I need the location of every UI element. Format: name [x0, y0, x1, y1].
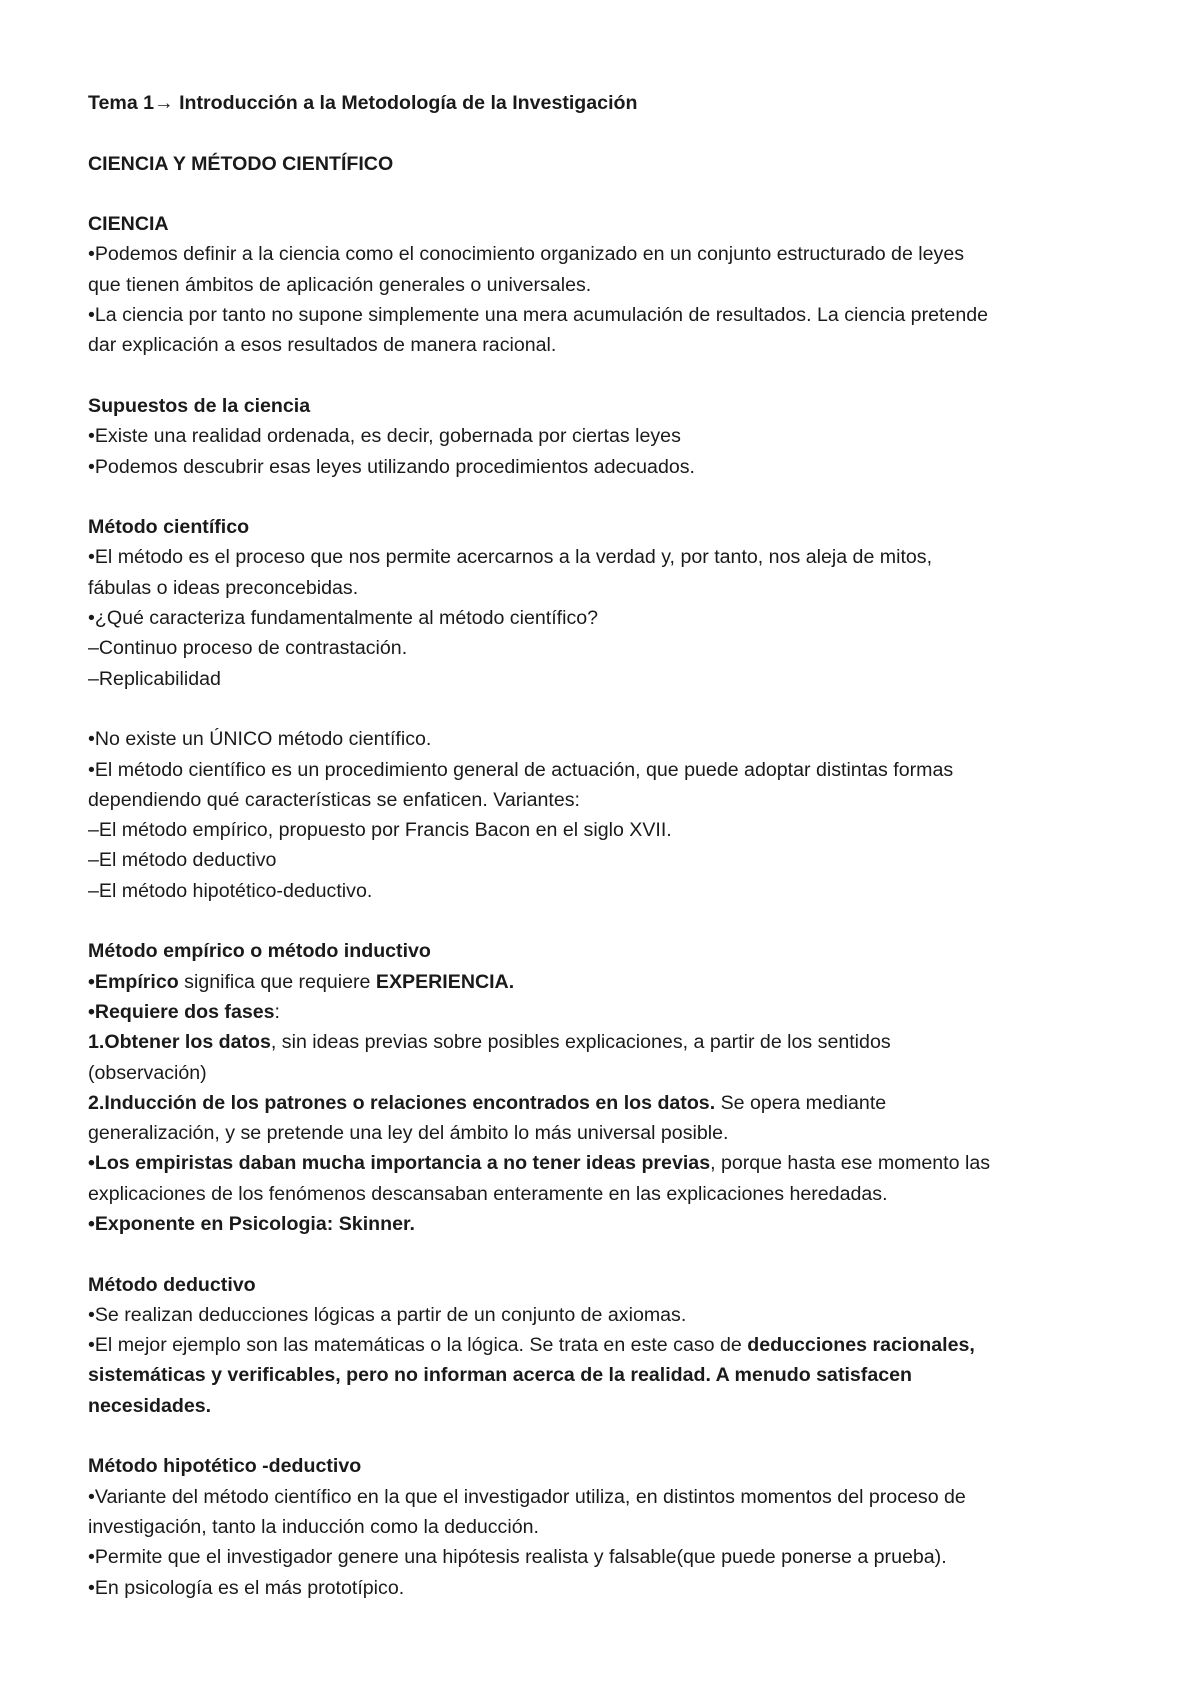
- ciencia-heading: CIENCIA: [88, 213, 169, 236]
- paragraph-line: –Replicabilidad: [88, 667, 221, 690]
- text: Se opera mediante: [715, 1091, 887, 1114]
- paragraph-line: [88, 1330, 1140, 1360]
- bold-text: •Requiere dos fases: [88, 1000, 275, 1023]
- paragraph-line: •Exponente en Psicologia: Skinner.: [88, 1212, 415, 1235]
- paragraph-line: •Podemos definir a la ciencia como el conocimiento organizado en un conjunto estructurado de leyes: [88, 243, 965, 266]
- bold-text: EXPERIENCIA.: [375, 970, 515, 993]
- metodo-empirico-heading: Método empírico o método inductivo: [88, 940, 431, 963]
- paragraph-line: •El método es el proceso que nos permite acercarnos a la verdad y, por tanto, nos aleja de mitos,: [88, 546, 933, 569]
- section-heading: CIENCIA Y MÉTODO CIENTÍFICO: [88, 152, 394, 175]
- bold-text: 2.Inducción de los patrones o relaciones encontrados en los datos.: [88, 1091, 716, 1114]
- supuestos-heading: Supuestos de la ciencia: [88, 394, 311, 417]
- paragraph-line: •Se realizan deducciones lógicas a partir de un conjunto de axiomas.: [88, 1303, 687, 1326]
- paragraph-line: investigación, tanto la inducción como la deducción.: [88, 1515, 539, 1538]
- text: , porque hasta ese momento las: [710, 1152, 991, 1175]
- paragraph-line: •Podemos descubrir esas leyes utilizando procedimientos adecuados.: [88, 455, 695, 478]
- paragraph-line: dar explicación a esos resultados de manera racional.: [88, 334, 557, 357]
- bold-text: deducciones racionales,: [747, 1334, 975, 1357]
- paragraph-line: •El método científico es un procedimiento general de actuación, que puede adoptar distintas formas: [88, 758, 954, 781]
- paragraph-line: •Variante del método científico en la que el investigador utiliza, en distintos momentos del proceso de: [88, 1485, 966, 1508]
- paragraph-line: necesidades.: [88, 1394, 212, 1417]
- paragraph-line: –El método empírico, propuesto por Francis Bacon en el siglo XVII.: [88, 819, 672, 842]
- paragraph-line: –El método hipotético-deductivo.: [88, 879, 373, 902]
- metodo-deductivo-heading: Método deductivo: [88, 1273, 256, 1296]
- paragraph-line: •¿Qué caracteriza fundamentalmente al método científico?: [88, 607, 599, 630]
- bold-text: •Los empiristas daban mucha importancia a no tener ideas previas: [88, 1152, 711, 1175]
- bullet: •: [88, 970, 95, 993]
- metodo-cientifico-heading: Método científico: [88, 516, 250, 539]
- paragraph-line: –Continuo proceso de contrastación.: [88, 637, 408, 660]
- paragraph-line: generalización, y se pretende una ley del ámbito lo más universal posible.: [88, 1122, 729, 1145]
- paragraph-line: sistemáticas y verificables, pero no informan acerca de la realidad. A menudo satisfacen: [88, 1364, 912, 1387]
- text: , sin ideas previas sobre posibles explicaciones, a partir de los sentidos: [270, 1031, 891, 1054]
- text: :: [274, 1000, 280, 1023]
- paragraph-line: •La ciencia por tanto no supone simplemente una mera acumulación de resultados. La ciencia pretende: [88, 304, 989, 327]
- text: •El mejor ejemplo son las matemáticas o la lógica. Se trata en este caso de: [88, 1334, 748, 1357]
- paragraph-line: –El método deductivo: [88, 849, 277, 872]
- paragraph-line: •En psicología es el más prototípico.: [88, 1576, 405, 1599]
- bold-text: Empírico: [94, 970, 179, 993]
- paragraph-line: [88, 967, 1140, 997]
- paragraph-line: [88, 997, 1140, 1027]
- paragraph-line: fábulas o ideas preconcebidas.: [88, 576, 359, 599]
- paragraph-line: •Existe una realidad ordenada, es decir, gobernada por ciertas leyes: [88, 425, 681, 448]
- paragraph-line: (observación): [88, 1061, 207, 1084]
- text: significa que requiere: [178, 970, 376, 993]
- bold-text: 1.Obtener los datos: [88, 1031, 271, 1054]
- metodo-hipotetico-heading: Método hipotético -deductivo: [88, 1455, 362, 1478]
- paragraph-line: explicaciones de los fenómenos descansaban enteramente en las explicaciones heredadas.: [88, 1182, 888, 1205]
- paragraph-line: dependiendo qué características se enfaticen. Variantes:: [88, 788, 580, 811]
- document-title: Tema 1→ Introducción a la Metodología de la Investigación: [88, 92, 638, 114]
- paragraph-line: •Permite que el investigador genere una hipótesis realista y falsable(que puede ponerse a prueba).: [88, 1546, 947, 1569]
- paragraph-line: [88, 1088, 1140, 1118]
- paragraph-line: [88, 1027, 1140, 1057]
- paragraph-line: que tienen ámbitos de aplicación generales o universales.: [88, 273, 592, 296]
- paragraph-line: [88, 1148, 1140, 1178]
- paragraph-line: •No existe un ÚNICO método científico.: [88, 728, 432, 751]
